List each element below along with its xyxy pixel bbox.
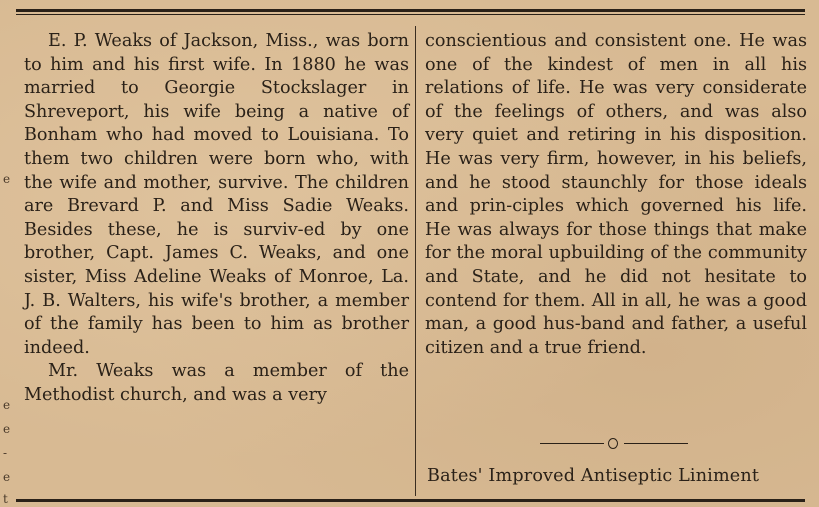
right-column [425,30,807,360]
left-column [24,30,409,408]
top-thin-rule [16,14,805,15]
margin-fragment: e [3,422,11,436]
column-divider [415,26,416,496]
section-ornament [540,438,688,450]
ornament-circle [608,438,618,449]
obituary-paragraph-2: Mr. Weaks was a member of the Methodist church, and was a very [24,361,409,405]
left-margin-fragments [0,0,12,507]
obituary-paragraph-1: E. P. Weaks of Jackson, Miss., was born to him and his first wife. In 1880 he was married to Georgie Stockslager in Shreveport, his wife being a native of Bonham who had moved to Louisiana. To them two children were born who, with the wife and mother, survive. The children are Brevard P. and Miss Sadie Weaks. Besides these, he is surviv-ed by one brother, Capt. James C. Weaks, and one sister, Miss Adeline Weaks of Monroe, La. J. B. Walters, his wife's brother, a member of the family has been to him as brother indeed. [24,31,409,358]
margin-fragment: e [3,470,11,484]
top-double-rule [16,9,805,12]
margin-fragment: e [3,172,11,186]
margin-fragment: - [3,446,8,460]
ornament-line-left [540,443,604,444]
margin-fragment: e [3,398,11,412]
next-article-heading: Bates' Improved Antiseptic Liniment [427,466,760,486]
ornament-line-right [624,443,688,444]
bottom-rule [16,499,805,502]
margin-fragment: t [3,492,8,506]
obituary-paragraph-continued: conscientious and consistent one. He was one of the kindest of men in all his relations of life. He was very considerate of the feelings of others, and was also very quiet and retiring in his disposition. He was very firm, however, in his beliefs, and he stood staunchly for those ideals and prin-ciples which governed his life. He was always for those things that make for the moral upbuilding of the community and State, and he did not hesitate to contend for them. All in all, he was a good man, a good hus-band and father, a useful citizen and a true friend. [425,31,807,358]
